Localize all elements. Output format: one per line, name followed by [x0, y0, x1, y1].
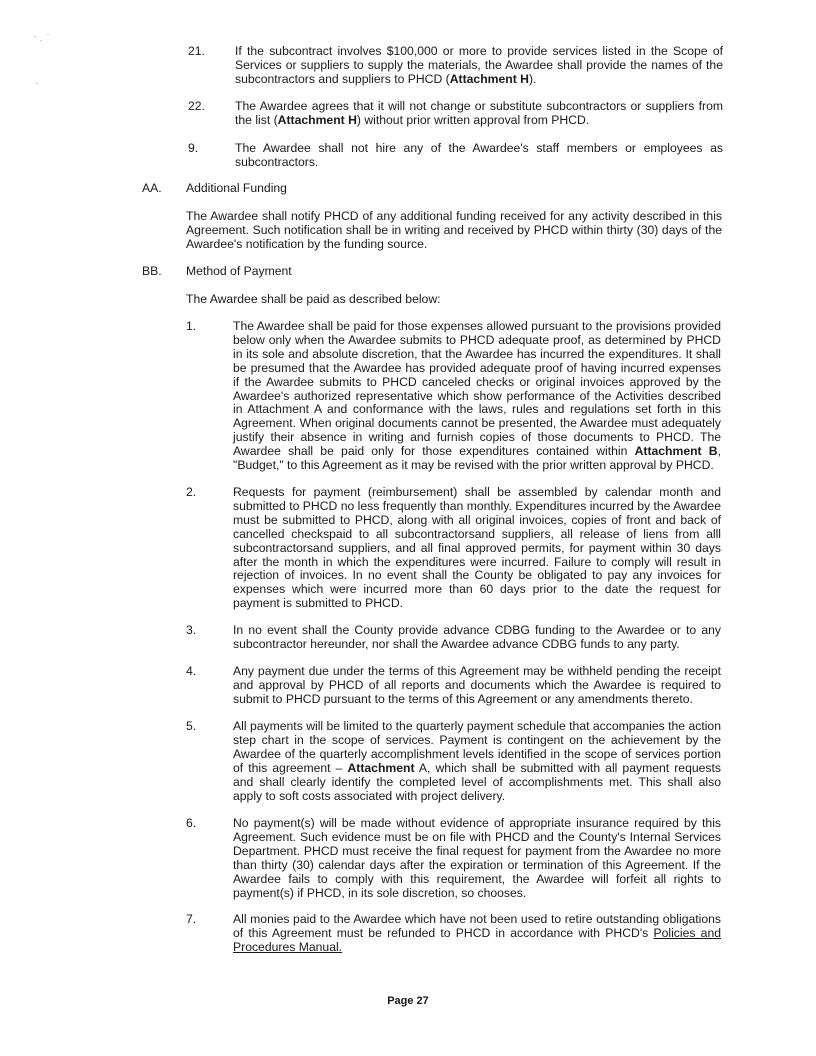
item-text: [235, 45, 723, 87]
text-run: All monies paid to the Awardee which have not been used to retire outstanding obligations of this Agreement must be refunded to PHCD in accordance with PHCD's: [233, 912, 721, 940]
section-body: The Awardee shall notify PHCD of any additional funding received for any activity described in this Agreement. Such notification shall be in writing and received by PHCD within thirty (30) days of the Awardee's notification by the funding source.: [186, 209, 722, 251]
payment-item-number: 2.: [186, 485, 197, 499]
text-run: If the subcontract involves $100,000 or more to provide services listed in the Scope of Services or suppliers to supply the materials, the Awardee shall provide the names of the subcontractors and suppliers to PHCD (: [235, 44, 723, 86]
section-letter: AA.: [142, 181, 162, 195]
bold-run: Attachment: [347, 760, 415, 775]
payment-item-number: 6.: [186, 816, 197, 830]
scan-speck: [34, 36, 36, 37]
bold-run: Attachment H: [449, 71, 529, 86]
item-number: 22.: [188, 99, 205, 113]
scan-speck: [36, 83, 38, 84]
text-run: A, which shall be submitted with all payment requests and shall clearly identify the completed level of accomplishments met. This shall also apply to soft costs associated with project delivery.: [233, 760, 721, 803]
item-number: 21.: [188, 44, 205, 58]
bold-run: Attachment B: [634, 444, 718, 459]
payment-item-text: [233, 665, 721, 707]
item-text: [235, 142, 723, 170]
payment-item-text: [233, 486, 721, 611]
text-run: The Awardee shall not hire any of the Awardee's staff members or employees as subcontractors.: [235, 141, 723, 169]
payment-item-text: [233, 720, 721, 803]
section-title: Additional Funding: [186, 181, 287, 195]
text-run: Requests for payment (reimbursement) shall be assembled by calendar month and submitted to PHCD no less frequently than monthly. Expenditures incurred by the Awardee must be submitted to PHCD, along with all original invoices, copies of front and back of cancelled checkspaid to all subcontractorsand suppliers, all release of liens from alll subcontractorsand suppliers, and all final approved permits, for payment within 30 days after the month in which the expenditures were incurred. Failure to comply will result in rejection of invoices. In no event shall the County be obligated to pay any invoices for expenses which were incurred more than 60 days prior to the date the request for payment is submitted to PHCD.: [233, 485, 721, 611]
text-run: In no event shall the County provide advance CDBG funding to the Awardee or to any subcontractor hereunder, nor shall the Awardee advance CDBG funds to any party.: [233, 623, 721, 651]
text-run: The Awardee agrees that it will not change or substitute subcontractors or suppliers from the list (: [235, 99, 723, 127]
payment-item-number: 7.: [186, 912, 197, 926]
scan-speck: [47, 34, 49, 35]
underlined-run: Policies and Procedures Manual.: [233, 925, 722, 954]
text-run: ).: [528, 71, 537, 86]
payment-item-number: 3.: [186, 623, 197, 637]
text-run: The Awardee shall be paid for those expenses allowed pursuant to the provisions provided below only when the Awardee submits to PHCD adequate proof, as determined by PHCD in its sole and absolute discretion, that the Awardee has incurred the expenditures. It shall be presumed that the Awardee has provided adequate proof of having incurred expenses if the Awardee submits to PHCD canceled checks or original invoices approved by the Awardee's authorized representative which show performance of the Activities described in Attachment A and conformance with the laws, rules and regulations set forth in this Agreement. When original documents cannot be presented, the Awardee must adequately justify their absence in writing and furnish copies of those documents to PHCD. The Awardee shall be paid only for those expenditures contained within: [233, 319, 721, 459]
item-number: 9.: [188, 141, 199, 155]
item-text: [235, 100, 723, 128]
bold-run: Attachment H: [277, 112, 357, 127]
payment-item-text: [233, 320, 721, 473]
text-run: Any payment due under the terms of this Agreement may be withheld pending the receipt and approval by PHCD of all reports and documents which the Awardee is required to submit to PHCD pursuant to the terms of this Agreement or any amendments thereto.: [233, 664, 721, 706]
payment-item-text: [233, 817, 721, 900]
text-run: , "Budget," to this Agreement as it may be revised with the prior written approval by PHCD.: [233, 444, 721, 473]
page-number: Page 27: [387, 995, 429, 1007]
text-run: ) without prior written approval from PHCD.: [356, 112, 590, 127]
payment-item-text: [233, 913, 721, 955]
payment-item-number: 4.: [186, 664, 197, 678]
payment-item-number: 5.: [186, 719, 197, 733]
payment-item-number: 1.: [186, 319, 197, 333]
text-run: All payments will be limited to the quarterly payment schedule that accompanies the action step chart in the scope of services. Payment is contingent on the achievement by the Awardee of the quarterly accomplishment levels identified in the scope of services portion of this agreement –: [233, 719, 721, 775]
payment-item-text: [233, 624, 721, 652]
section-title: Method of Payment: [186, 264, 292, 278]
section-intro: The Awardee shall be paid as described below:: [186, 292, 441, 306]
text-run: No payment(s) will be made without evidence of appropriate insurance required by this Agreement. Such evidence must be on file with PHCD and the County's Internal Services Department. PHCD must receive the final request for payment from the Awardee no more than thirty (30) calendar days after the expiration or termination of this Agreement. If the Awardee fails to comply with this requirement, the Awardee will forfeit all rights to payment(s) if PHCD, in its sole discretion, so chooses.: [233, 816, 721, 900]
scan-speck: [40, 40, 42, 41]
section-letter: BB.: [142, 264, 162, 278]
